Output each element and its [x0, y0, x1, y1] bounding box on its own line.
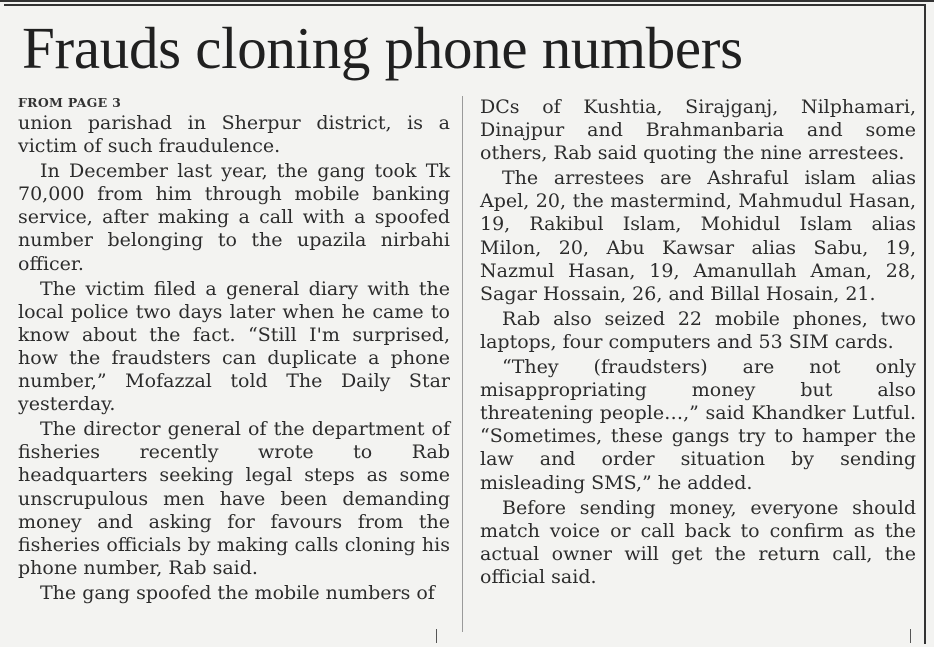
bottom-tick-mark — [910, 629, 911, 643]
paragraph: Rab also seized 22 mobile phones, two laptops, four computers and 53 SIM cards. — [480, 307, 916, 353]
paragraph: union parishad in Sherpur district, is a victim of such fraudulence. — [18, 112, 450, 158]
paragraph: “They (fraudsters) are not only misappropriating money but also threatening people…,” said Khandker Lutful. “Sometimes, these gangs try to hamper the law and order situation by sending misleading SMS,” he added. — [480, 356, 916, 494]
continued-from-label: FROM PAGE 3 — [18, 95, 122, 110]
paragraph: The victim filed a general diary with the local police two days later when he came to know about the fact. “Still I'm surprised, how the fraudsters can duplicate a phone number,” Mofazzal told The Daily Star yesterday. — [18, 277, 450, 416]
top-rule — [0, 0, 934, 2]
headline: Frauds cloning phone numbers — [22, 15, 743, 81]
bottom-tick-mark — [436, 629, 437, 643]
right-column — [480, 96, 916, 591]
paragraph: In December last year, the gang took Tk 70,000 from him through mobile banking service, after making a call with a spoofed number belonging to the upazila nirbahi officer. — [18, 160, 450, 275]
paragraph: DCs of Kushtia, Sirajganj, Nilphamari, Dinajpur and Brahmanbaria and some others, Rab said quoting the nine arrestees. — [480, 96, 916, 165]
paragraph: The director general of the department of fisheries recently wrote to Rab headquarters seeking legal steps as some unscrupulous men have been demanding money and asking for favours from the fisheries officials by making calls cloning his phone number, Rab said. — [18, 418, 450, 579]
paragraph: Before sending money, everyone should match voice or call back to confirm as the actual owner will get the return call, the official said. — [480, 496, 916, 588]
paragraph: The gang spoofed the mobile numbers of — [40, 581, 435, 604]
column-divider — [462, 96, 463, 632]
left-column — [18, 95, 450, 607]
paragraph: The arrestees are Ashraful islam alias Apel, 20, the mastermind, Mahmudul Hasan, 19, Rakibul Islam, Mohidul Islam alias Milon, 20, Abu Kawsar alias Sabu, 19, Nazmul Hasan, 19, Amanullah Aman, 28, Sagar Hossain, 26, and Billal Hosain, 21. — [480, 167, 916, 305]
